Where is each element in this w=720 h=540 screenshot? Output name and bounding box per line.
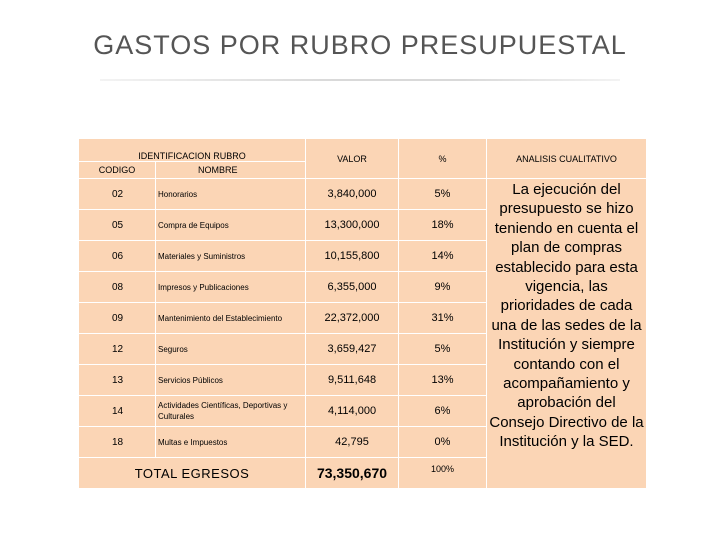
row-nombre: Compra de Equipos <box>156 210 306 241</box>
row-nombre: Honorarios <box>156 179 306 210</box>
header-porcentaje: % <box>399 139 487 179</box>
row-codigo: 13 <box>79 365 156 396</box>
row-porcentaje: 0% <box>399 427 487 458</box>
table-row <box>79 179 647 210</box>
row-nombre: Actividades Científicas, Deportivas y Culturales <box>156 396 306 427</box>
row-porcentaje: 5% <box>399 179 487 210</box>
row-codigo: 18 <box>79 427 156 458</box>
budget-table <box>78 138 647 489</box>
row-porcentaje: 6% <box>399 396 487 427</box>
row-valor: 10,155,800 <box>306 241 399 272</box>
row-valor: 3,659,427 <box>306 334 399 365</box>
row-codigo: 12 <box>79 334 156 365</box>
row-porcentaje: 13% <box>399 365 487 396</box>
row-valor: 4,114,000 <box>306 396 399 427</box>
header-codigo: CODIGO <box>79 162 156 179</box>
header-analisis: ANALISIS CUALITATIVO <box>487 139 647 179</box>
row-nombre: Servicios Públicos <box>156 365 306 396</box>
row-valor: 6,355,000 <box>306 272 399 303</box>
row-porcentaje: 18% <box>399 210 487 241</box>
row-nombre: Seguros <box>156 334 306 365</box>
row-codigo: 06 <box>79 241 156 272</box>
row-porcentaje: 9% <box>399 272 487 303</box>
row-nombre: Multas e Impuestos <box>156 427 306 458</box>
row-porcentaje: 14% <box>399 241 487 272</box>
header-valor: VALOR <box>306 139 399 179</box>
row-codigo: 09 <box>79 303 156 334</box>
row-porcentaje: 5% <box>399 334 487 365</box>
title-divider <box>100 79 620 81</box>
total-valor: 73,350,670 <box>306 458 399 489</box>
row-nombre: Materiales y Suministros <box>156 241 306 272</box>
row-porcentaje: 31% <box>399 303 487 334</box>
header-nombre: NOMBRE <box>156 162 306 179</box>
row-codigo: 14 <box>79 396 156 427</box>
row-valor: 9,511,648 <box>306 365 399 396</box>
row-codigo: 02 <box>79 179 156 210</box>
row-valor: 13,300,000 <box>306 210 399 241</box>
analisis-cualitativo: La ejecución del presupuesto se hizo teniendo en cuenta el plan de compras establecido para esta vigencia, las prioridades de cada una de las sedes de la Institución y siempre contando con el acompañamiento y aprobación del Consejo Directivo de la Institución y la SED. <box>487 179 647 489</box>
row-codigo: 05 <box>79 210 156 241</box>
total-porcentaje: 100% <box>399 458 487 489</box>
row-codigo: 08 <box>79 272 156 303</box>
header-identificacion: IDENTIFICACION RUBRO <box>79 139 306 162</box>
total-label: TOTAL EGRESOS <box>79 458 306 489</box>
row-valor: 22,372,000 <box>306 303 399 334</box>
row-nombre: Mantenimiento del Establecimiento <box>156 303 306 334</box>
row-valor: 3,840,000 <box>306 179 399 210</box>
page-title: GASTOS POR RUBRO PRESUPUESTAL <box>93 30 627 60</box>
row-valor: 42,795 <box>306 427 399 458</box>
row-nombre: Impresos y Publicaciones <box>156 272 306 303</box>
